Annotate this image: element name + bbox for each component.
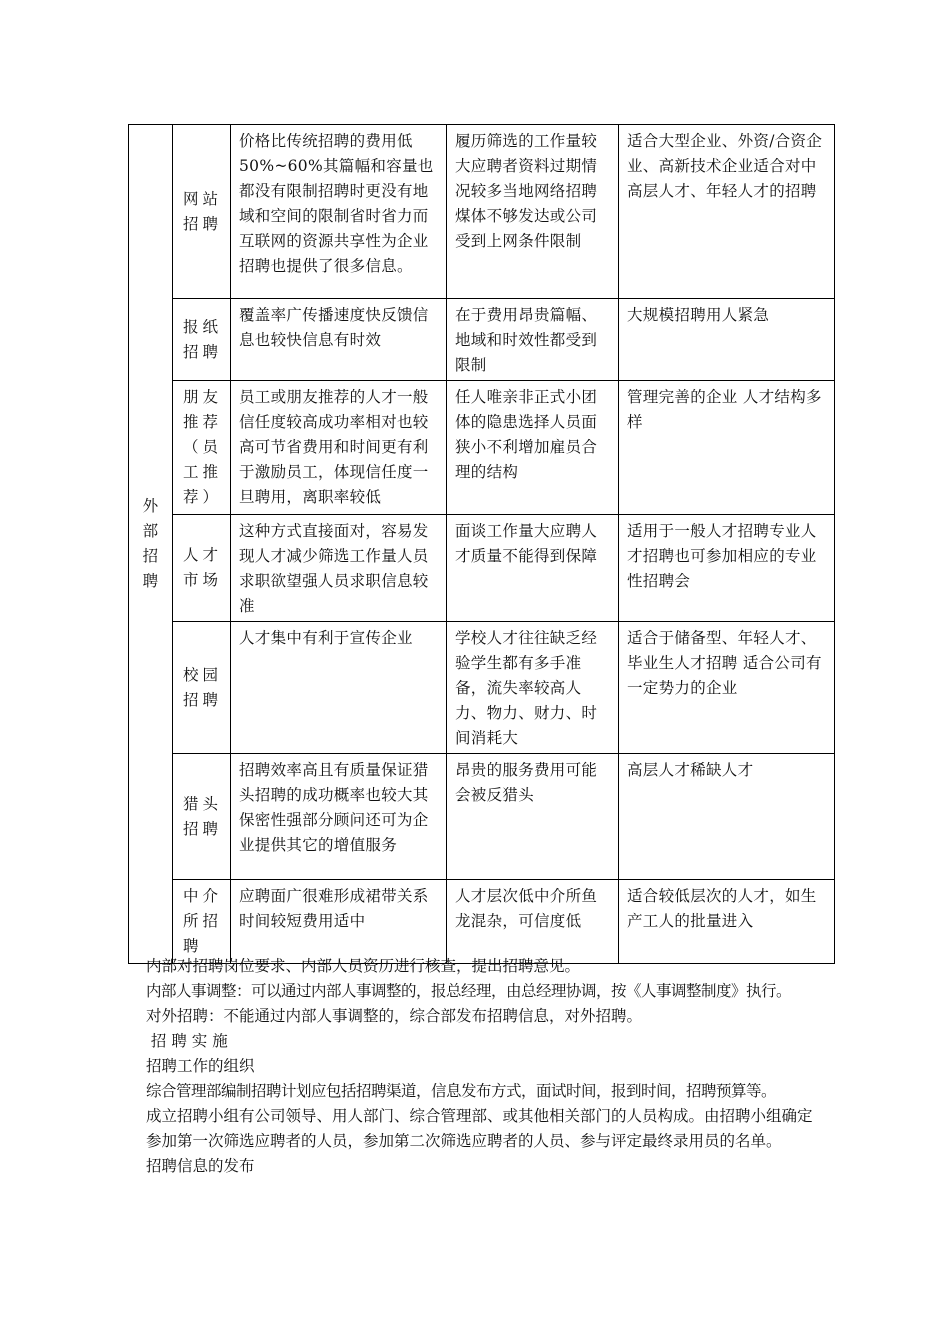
disadvantages-cell: 面谈工作量大应聘人才质量不能得到保障 [447,515,619,622]
channel-cell: 人才市场 [173,515,231,622]
recruitment-channels-table [128,124,835,964]
table-row [129,754,835,880]
body-text [146,954,836,1179]
section-heading: 招聘信息的发布 [146,1157,255,1175]
section-heading: 招 聘 实 施 [146,1032,228,1050]
channel-cell: 校园招聘 [173,622,231,754]
disadvantages-cell: 在于费用昂贵篇幅、地域和时效性都受到限制 [447,299,619,381]
channel-cell: 报纸招聘 [173,299,231,381]
advantages-cell: 这种方式直接面对，容易发现人才减少筛选工作量人员求职欲望强人员求职信息较准 [231,515,447,622]
channel-cell: 中介所招聘 [173,880,231,964]
table-row [129,381,835,515]
table-row [129,622,835,754]
suitable-cell: 大规模招聘用人紧急 [619,299,835,381]
suitable-cell: 管理完善的企业 人才结构多样 [619,381,835,515]
disadvantages-cell: 昂贵的服务费用可能会被反猎头 [447,754,619,880]
advantages-cell: 员工或朋友推荐的人才一般信任度较高成功率相对也较高可节省费用和时间更有利于激励员工，体现信任度一旦聘用，离职率较低 [231,381,447,515]
disadvantages-cell: 学校人才往往缺乏经验学生都有多手准备，流失率较高人力、物力、财力、时间消耗大 [447,622,619,754]
paragraph: 内部对招聘岗位要求、内部人员资历进行核查，提出招聘意见。 [146,957,581,975]
table-row [129,880,835,964]
advantages-cell: 招聘效率高且有质量保证猎头招聘的成功概率也较大其保密性强部分顾问还可为企业提供其它的增值服务 [231,754,447,880]
suitable-cell: 高层人才稀缺人才 [619,754,835,880]
suitable-cell: 适合于储备型、年轻人才、毕业生人才招聘 适合公司有一定势力的企业 [619,622,835,754]
category-cell [129,125,173,964]
disadvantages-cell: 任人唯亲非正式小团体的隐患选择人员面狭小不利增加雇员合理的结构 [447,381,619,515]
advantages-cell: 价格比传统招聘的费用低50%~60%其篇幅和容量也都没有限制招聘时更没有地域和空间的限制省时省力而互联网的资源共享性为企业招聘也提供了很多信息。 [231,125,447,299]
suitable-cell: 适合大型企业、外资/合资企业、高新技术企业适合对中高层人才、年轻人才的招聘 [619,125,835,299]
channel-cell: 网站招聘 [173,125,231,299]
paragraph: 对外招聘：不能通过内部人事调整的，综合部发布招聘信息，对外招聘。 [146,1007,643,1025]
table-row [129,515,835,622]
table-row [129,299,835,381]
advantages-cell: 覆盖率广传播速度快反馈信息也较快信息有时效 [231,299,447,381]
advantages-cell: 应聘面广很难形成裙带关系时间较短费用适中 [231,880,447,964]
section-heading: 招聘工作的组织 [146,1057,255,1075]
channel-cell: 朋友推荐（员工推荐） [173,381,231,515]
paragraph: 综合管理部编制招聘计划应包括招聘渠道，信息发布方式，面试时间，报到时间，招聘预算等。 [146,1082,777,1100]
category-label: 外部招聘 [142,497,159,590]
disadvantages-cell: 人才层次低中介所鱼龙混杂，可信度低 [447,880,619,964]
advantages-cell: 人才集中有利于宣传企业 [231,622,447,754]
table-row [129,125,835,299]
paragraph: 内部人事调整：可以通过内部人事调整的，报总经理，由总经理协调，按《人事调整制度》执行。 [146,982,792,1000]
suitable-cell: 适用于一般人才招聘专业人才招聘也可参加相应的专业性招聘会 [619,515,835,622]
disadvantages-cell: 履历筛选的工作量较大应聘者资料过期情况较多当地网络招聘煤体不够发达或公司受到上网条件限制 [447,125,619,299]
channel-cell: 猎头招聘 [173,754,231,880]
suitable-cell: 适合较低层次的人才，如生产工人的批量进入 [619,880,835,964]
paragraph: 成立招聘小组有公司领导、用人部门、综合管理部、或其他相关部门的人员构成。由招聘小组确定参加第一次筛选应聘者的人员，参加第二次筛选应聘者的人员、参与评定最终录用员的名单。 [146,1107,813,1150]
